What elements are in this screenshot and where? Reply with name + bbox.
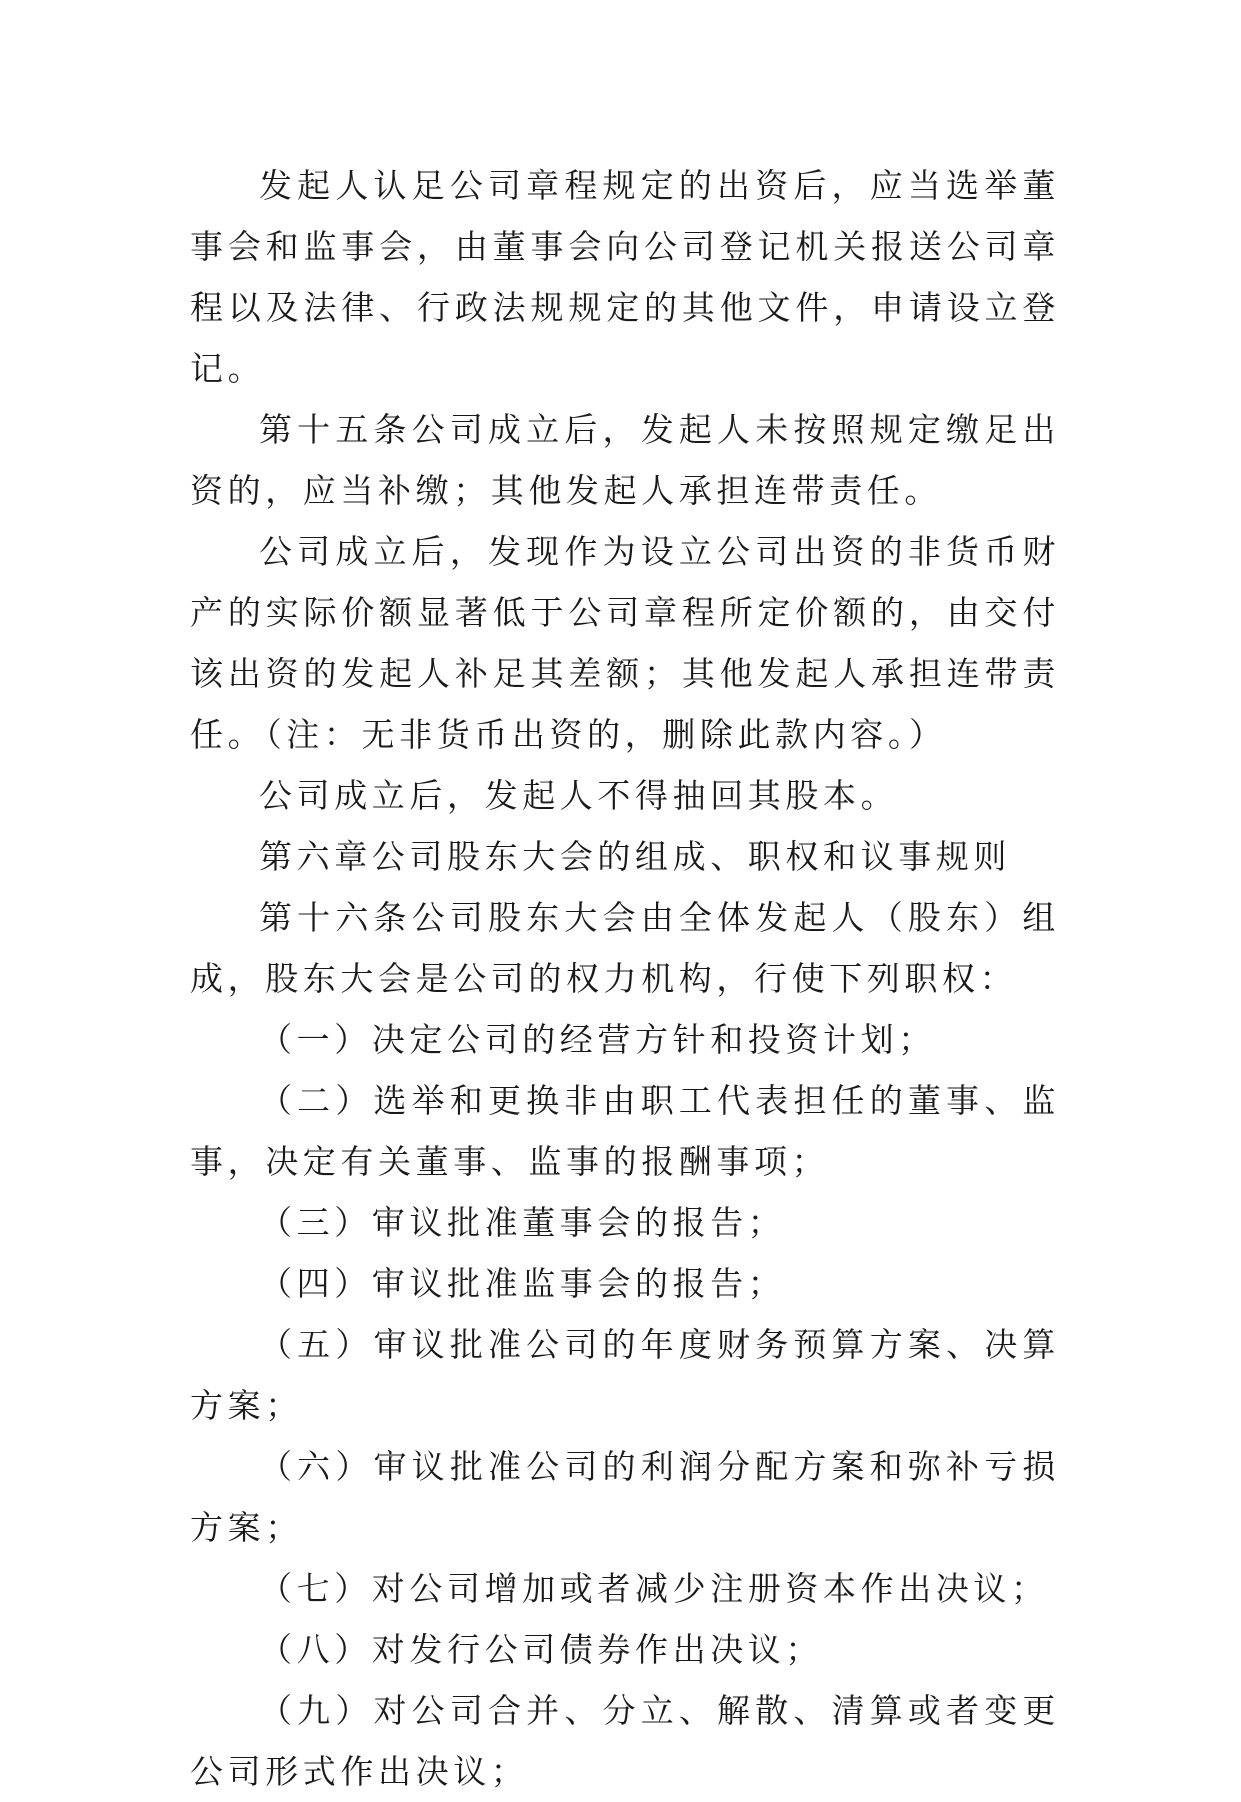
list-item-6: （六）审议批准公司的利润分配方案和弥补亏损方案；: [190, 1447, 1060, 1547]
paragraph-article-16: 第十六条公司股东大会由全体发起人（股东）组成，股东大会是公司的权力机构，行使下列职权：: [190, 898, 1060, 998]
document-body: [190, 155, 1060, 1802]
list-item-2: （二）选举和更换非由职工代表担任的董事、监事，决定有关董事、监事的报酬事项；: [190, 1081, 1060, 1181]
list-item-5: （五）审议批准公司的年度财务预算方案、决算方案；: [190, 1325, 1060, 1425]
chapter-6-heading: 第六章公司股东大会的组成、职权和议事规则: [259, 837, 1011, 876]
list-item-1: （一）决定公司的经营方针和投资计划；: [259, 1020, 936, 1059]
paragraph-3: 公司成立后，发现作为设立公司出资的非货币财产的实际价额显著低于公司章程所定价额的，由交付该出资的发起人补足其差额；其他发起人承担连带责任。（注：无非货币出资的，删除此款内容。）: [190, 532, 1060, 754]
paragraph-article-15: 第十五条公司成立后，发起人未按照规定缴足出资的，应当补缴；其他发起人承担连带责任。: [190, 410, 1060, 510]
paragraph-1: 发起人认足公司章程规定的出资后，应当选举董事会和监事会，由董事会向公司登记机关报送公司章程以及法律、行政法规规定的其他文件，申请设立登记。: [190, 166, 1060, 388]
list-item-9: （九）对公司合并、分立、解散、清算或者变更公司形式作出决议；: [190, 1691, 1060, 1791]
list-item-8: （八）对发行公司债券作出决议；: [259, 1630, 823, 1669]
list-item-3: （三）审议批准董事会的报告；: [259, 1203, 786, 1242]
list-item-7: （七）对公司增加或者减少注册资本作出决议；: [259, 1569, 1049, 1608]
list-item-4: （四）审议批准监事会的报告；: [259, 1264, 786, 1303]
paragraph-4: 公司成立后，发起人不得抽回其股本。: [259, 776, 899, 815]
